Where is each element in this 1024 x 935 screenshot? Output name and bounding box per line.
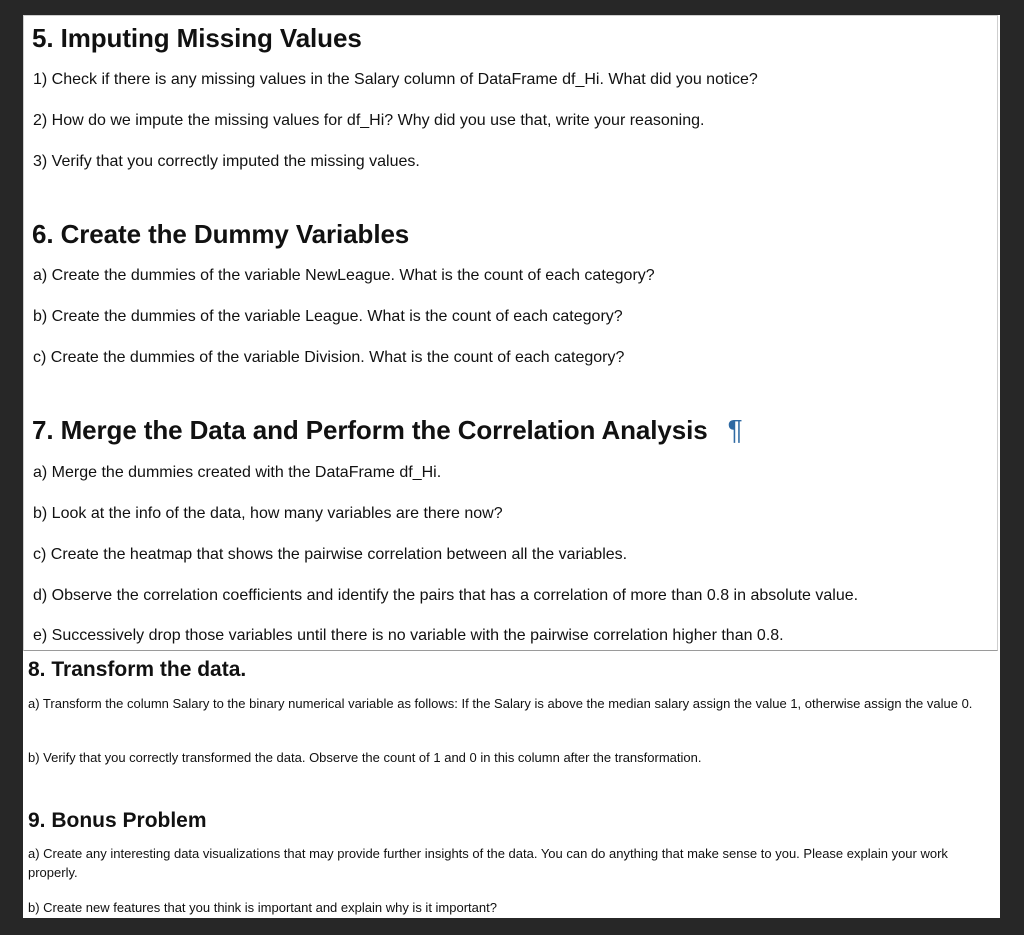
section-7-item-d: d) Observe the correlation coefficients and identify the pairs that has a correlation of more than 0.8 in absolute value. xyxy=(33,587,859,604)
section-7-item-c: c) Create the heatmap that shows the pairwise correlation between all the variables. xyxy=(33,546,628,563)
notebook-cells-lower xyxy=(23,652,1000,918)
notebook-cells-upper xyxy=(23,15,998,651)
section-5-heading: 5. Imputing Missing Values xyxy=(32,23,362,53)
section-5-item-2: 2) How do we impute the missing values for df_Hi? Why did you use that, write your reasoning. xyxy=(33,112,705,129)
section-9-heading: 9. Bonus Problem xyxy=(28,809,207,832)
pilcrow-anchor-link[interactable]: ¶ xyxy=(727,414,743,445)
section-8-item-b: b) Verify that you correctly transformed the data. Observe the count of 1 and 0 in this column after the transformation. xyxy=(28,750,702,765)
section-5-item-3: 3) Verify that you correctly imputed the missing values. xyxy=(33,153,420,170)
section-7-heading xyxy=(32,414,743,446)
section-8-heading: 8. Transform the data. xyxy=(28,658,247,681)
document-page xyxy=(23,15,1000,918)
section-7-item-a: a) Merge the dummies created with the DataFrame df_Hi. xyxy=(33,464,442,481)
section-6-item-b: b) Create the dummies of the variable League. What is the count of each category? xyxy=(33,308,623,325)
section-6-item-c: c) Create the dummies of the variable Division. What is the count of each category? xyxy=(33,349,625,366)
section-9-item-a: a) Create any interesting data visualizations that may provide further insights of the data. You can do anything that make sense to you. Please explain your work properly. xyxy=(28,846,948,880)
section-7-heading-text: 7. Merge the Data and Perform the Correlation Analysis xyxy=(32,415,708,445)
section-9-item-b: b) Create new features that you think is important and explain why is it important? xyxy=(28,900,497,915)
section-7-item-b: b) Look at the info of the data, how many variables are there now? xyxy=(33,505,503,522)
section-7-item-e: e) Successively drop those variables until there is no variable with the pairwise correlation higher than 0.8. xyxy=(33,627,784,644)
section-6-item-a: a) Create the dummies of the variable NewLeague. What is the count of each category? xyxy=(33,267,655,284)
section-6-heading: 6. Create the Dummy Variables xyxy=(32,219,410,249)
section-5-item-1: 1) Check if there is any missing values in the Salary column of DataFrame df_Hi. What did you notice? xyxy=(33,71,758,88)
section-8-item-a: a) Transform the column Salary to the binary numerical variable as follows: If the Salary is above the median salary assign the value 1, otherwise assign the value 0. xyxy=(28,696,973,711)
